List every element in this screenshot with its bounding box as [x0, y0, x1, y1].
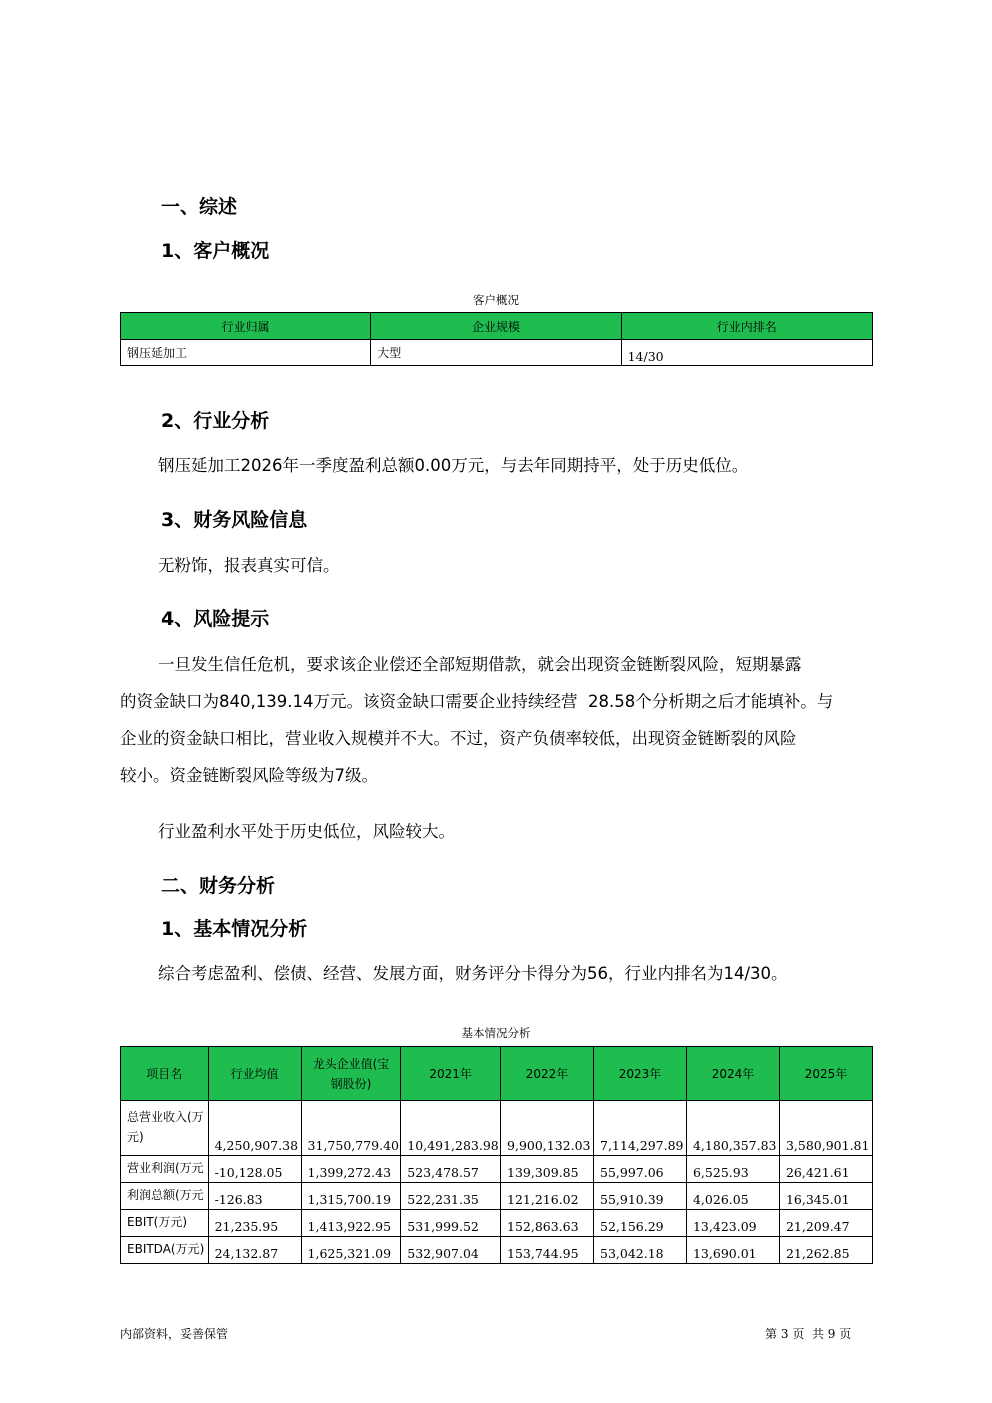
basic-table-header-0: 项目名 [121, 1047, 209, 1101]
cell-scale: 大型 [371, 340, 621, 366]
basic-table-header-5: 2023年 [594, 1047, 687, 1101]
table-cell: 121,216.02 [501, 1183, 594, 1210]
row-label: 利润总额(万元 [121, 1183, 209, 1210]
subsection-financial-risk: 3、财务风险信息 [161, 509, 308, 531]
basic-table-header-1: 行业均值 [208, 1047, 301, 1101]
industry-paragraph: 钢压延加工2026年一季度盈利总额0.00万元，与去年同期持平，处于历史低位。 [158, 456, 749, 475]
basic-table-header-4: 2022年 [501, 1047, 594, 1101]
page-prefix: 第 [765, 1327, 778, 1341]
table-cell: 13,690.01 [686, 1237, 779, 1264]
table-row [121, 1210, 873, 1237]
risk-paragraph-line-2: 的资金缺口为840,139.14万元。该资金缺口需要企业持续经营 28.58个分析期之后才能填补。与 [120, 692, 834, 711]
table-cell: 21,262.85 [779, 1237, 872, 1264]
row-label: 营业利润(万元 [121, 1156, 209, 1183]
risk-paragraph-line-4: 较小。资金链断裂风险等级为7级。 [120, 766, 378, 785]
table-row [121, 1237, 873, 1264]
table-cell: 152,863.63 [501, 1210, 594, 1237]
subsection-risk-warning: 4、风险提示 [161, 608, 270, 630]
basic-analysis-table [120, 1046, 873, 1264]
risk-paragraph-line-3: 企业的资金缺口相比，营业收入规模并不大。不过，资产负债率较低，出现资金链断裂的风险 [120, 729, 797, 748]
header-scale: 企业规模 [371, 313, 621, 340]
subsection-industry-analysis: 2、行业分析 [161, 410, 270, 432]
subsection-customer-overview: 1、客户概况 [161, 240, 270, 262]
cell-industry: 钢压延加工 [121, 340, 371, 366]
table-cell: 4,026.05 [686, 1183, 779, 1210]
table-cell: 7,114,297.89 [594, 1101, 687, 1156]
footer-confidential: 内部资料，妥善保管 [120, 1327, 229, 1341]
table-cell: 55,910.39 [594, 1183, 687, 1210]
table-cell: 31,750,779.40 [301, 1101, 401, 1156]
header-industry: 行业归属 [121, 313, 371, 340]
basic-table-caption: 基本情况分析 [461, 1026, 531, 1040]
table-cell: 522,231.35 [401, 1183, 501, 1210]
page-current: 3 [780, 1327, 789, 1341]
cell-rank: 14/30 [621, 340, 872, 366]
risk-paragraph-line-1: 一旦发生信任危机，要求该企业偿还全部短期借款，就会出现资金链断裂风险，短期暴露 [158, 655, 802, 674]
page-mid: 页 共 [792, 1327, 824, 1341]
table-cell: 21,235.95 [208, 1210, 301, 1237]
row-label: EBIT(万元) [121, 1210, 209, 1237]
basic-table-header-7: 2025年 [779, 1047, 872, 1101]
row-label: 总营业收入(万元) [121, 1101, 209, 1156]
header-rank: 行业内排名 [621, 313, 872, 340]
section-title-financial-analysis: 二、财务分析 [161, 875, 276, 897]
table-cell: 9,900,132.03 [501, 1101, 594, 1156]
table-cell: 4,180,357.83 [686, 1101, 779, 1156]
basic-table-header-2: 龙头企业值(宝钢股份) [301, 1047, 401, 1101]
table-cell: 1,413,922.95 [301, 1210, 401, 1237]
table-row [121, 1101, 873, 1156]
subsection-basic-analysis: 1、基本情况分析 [161, 918, 308, 940]
basic-table-header-3: 2021年 [401, 1047, 501, 1101]
table-cell: 1,625,321.09 [301, 1237, 401, 1264]
table-cell: 55,997.06 [594, 1156, 687, 1183]
table-cell: 523,478.57 [401, 1156, 501, 1183]
row-label: EBITDA(万元) [121, 1237, 209, 1264]
customer-table [120, 312, 873, 366]
table-cell: -126.83 [208, 1183, 301, 1210]
basic-table-header-6: 2024年 [686, 1047, 779, 1101]
table-cell: 21,209.47 [779, 1210, 872, 1237]
table-cell: 52,156.29 [594, 1210, 687, 1237]
table-cell: 3,580,901.81 [779, 1101, 872, 1156]
page-total: 9 [827, 1327, 836, 1341]
section-title-overview: 一、综述 [161, 196, 238, 218]
basic-paragraph: 综合考虑盈利、偿债、经营、发展方面，财务评分卡得分为56，行业内排名为14/30。 [158, 964, 788, 983]
table-row [121, 1156, 873, 1183]
table-cell: -10,128.05 [208, 1156, 301, 1183]
table-cell: 6,525.93 [686, 1156, 779, 1183]
table-row [121, 1183, 873, 1210]
footer-page-number [765, 1325, 851, 1342]
table-cell: 4,250,907.38 [208, 1101, 301, 1156]
table-cell: 139,309.85 [501, 1156, 594, 1183]
table-cell: 16,345.01 [779, 1183, 872, 1210]
table-cell: 24,132.87 [208, 1237, 301, 1264]
financial-risk-paragraph: 无粉饰，报表真实可信。 [158, 556, 340, 575]
table-cell: 13,423.09 [686, 1210, 779, 1237]
table-cell: 531,999.52 [401, 1210, 501, 1237]
table-cell: 26,421.61 [779, 1156, 872, 1183]
table-cell: 532,907.04 [401, 1237, 501, 1264]
customer-table-caption: 客户概况 [473, 293, 519, 307]
table-cell: 1,399,272.43 [301, 1156, 401, 1183]
page-suffix: 页 [839, 1327, 852, 1341]
table-cell: 10,491,283.98 [401, 1101, 501, 1156]
table-cell: 1,315,700.19 [301, 1183, 401, 1210]
table-cell: 153,744.95 [501, 1237, 594, 1264]
table-cell: 53,042.18 [594, 1237, 687, 1264]
risk-paragraph-2: 行业盈利水平处于历史低位，风险较大。 [158, 822, 455, 841]
